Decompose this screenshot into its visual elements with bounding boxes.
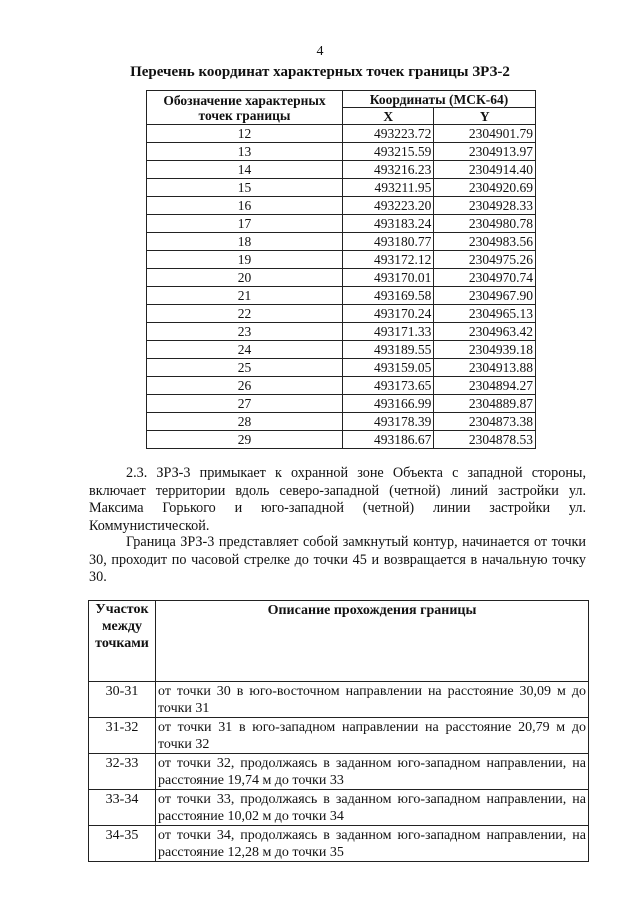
description-cell: от точки 32, продолжаясь в заданном юго-западном направлении, на расстояние 19,74 м до точки 33 xyxy=(156,754,589,790)
header-y: Y xyxy=(434,108,536,125)
segment-cell: 34-35 xyxy=(89,826,156,862)
x-cell: 493170.24 xyxy=(343,305,434,323)
description-cell: от точки 30 в юго-восточном направлении на расстояние 30,09 м до точки 31 xyxy=(156,682,589,718)
table-row xyxy=(147,251,536,269)
x-cell: 493159.05 xyxy=(343,359,434,377)
boundary-description-table xyxy=(88,600,589,862)
header-x: X xyxy=(343,108,434,125)
x-cell: 493171.33 xyxy=(343,323,434,341)
x-cell: 493189.55 xyxy=(343,341,434,359)
x-cell: 493183.24 xyxy=(343,215,434,233)
y-cell: 2304889.87 xyxy=(434,395,536,413)
header-segment: Участок между точками xyxy=(89,601,156,682)
x-cell: 493173.65 xyxy=(343,377,434,395)
paragraph-zrz3-boundary: Граница ЗРЗ-3 представляет собой замкнутый контур, начинается от точки 30, проходит по часовой стрелке до точки 45 и возвращается в начальную точку 30. xyxy=(89,534,586,585)
table-row xyxy=(147,305,536,323)
point-cell: 15 xyxy=(147,179,343,197)
header-coordinates: Координаты (МСК-64) xyxy=(343,91,536,108)
y-cell: 2304980.78 xyxy=(434,215,536,233)
point-cell: 13 xyxy=(147,143,343,161)
segment-cell: 32-33 xyxy=(89,754,156,790)
description-cell: от точки 34, продолжаясь в заданном юго-западном направлении, на расстояние 12,28 м до точки 35 xyxy=(156,826,589,862)
point-cell: 16 xyxy=(147,197,343,215)
point-cell: 12 xyxy=(147,125,343,143)
table-row xyxy=(147,377,536,395)
table-row xyxy=(147,143,536,161)
x-cell: 493223.72 xyxy=(343,125,434,143)
point-cell: 19 xyxy=(147,251,343,269)
table-row xyxy=(89,754,589,790)
table-row xyxy=(89,718,589,754)
x-cell: 493172.12 xyxy=(343,251,434,269)
segment-cell: 30-31 xyxy=(89,682,156,718)
y-cell: 2304914.40 xyxy=(434,161,536,179)
point-cell: 29 xyxy=(147,431,343,449)
x-cell: 493211.95 xyxy=(343,179,434,197)
header-point-designation: Обозначение характерных точек границы xyxy=(147,91,343,125)
x-cell: 493170.01 xyxy=(343,269,434,287)
y-cell: 2304928.33 xyxy=(434,197,536,215)
point-cell: 17 xyxy=(147,215,343,233)
table-row xyxy=(147,395,536,413)
x-cell: 493169.58 xyxy=(343,287,434,305)
header-description: Описание прохождения границы xyxy=(156,601,589,682)
segment-cell: 31-32 xyxy=(89,718,156,754)
y-cell: 2304913.88 xyxy=(434,359,536,377)
coordinates-table-body xyxy=(147,125,536,449)
point-cell: 20 xyxy=(147,269,343,287)
segment-cell: 33-34 xyxy=(89,790,156,826)
table-row xyxy=(89,682,589,718)
y-cell: 2304967.90 xyxy=(434,287,536,305)
point-cell: 21 xyxy=(147,287,343,305)
x-cell: 493223.20 xyxy=(343,197,434,215)
boundary-description-body xyxy=(89,682,589,862)
y-cell: 2304975.26 xyxy=(434,251,536,269)
table-row xyxy=(147,197,536,215)
coordinates-table xyxy=(146,90,536,449)
point-cell: 22 xyxy=(147,305,343,323)
y-cell: 2304873.38 xyxy=(434,413,536,431)
x-cell: 493215.59 xyxy=(343,143,434,161)
table-row xyxy=(147,125,536,143)
page-number: 4 xyxy=(316,44,324,59)
x-cell: 493216.23 xyxy=(343,161,434,179)
paragraph-zrz3-location: 2.3. ЗРЗ-3 примыкает к охранной зоне Объекта с западной стороны, включает территории вдоль северо-западной (четной) линий застройки ул. Максима Горького и юго-западной (четной) линии застройки ул. Коммунистической. xyxy=(89,465,586,534)
y-cell: 2304878.53 xyxy=(434,431,536,449)
table-row xyxy=(147,161,536,179)
x-cell: 493186.67 xyxy=(343,431,434,449)
table-row xyxy=(147,269,536,287)
point-cell: 18 xyxy=(147,233,343,251)
point-cell: 14 xyxy=(147,161,343,179)
table-row xyxy=(147,413,536,431)
x-cell: 493178.39 xyxy=(343,413,434,431)
description-cell: от точки 33, продолжаясь в заданном юго-западном направлении, на расстояние 10,02 м до точки 34 xyxy=(156,790,589,826)
table-row xyxy=(89,790,589,826)
y-cell: 2304920.69 xyxy=(434,179,536,197)
table-row xyxy=(147,287,536,305)
y-cell: 2304939.18 xyxy=(434,341,536,359)
y-cell: 2304894.27 xyxy=(434,377,536,395)
table-row xyxy=(147,341,536,359)
point-cell: 28 xyxy=(147,413,343,431)
y-cell: 2304963.42 xyxy=(434,323,536,341)
description-cell: от точки 31 в юго-западном направлении на расстояние 20,79 м до точки 32 xyxy=(156,718,589,754)
table-row xyxy=(147,179,536,197)
point-cell: 23 xyxy=(147,323,343,341)
y-cell: 2304983.56 xyxy=(434,233,536,251)
y-cell: 2304970.74 xyxy=(434,269,536,287)
point-cell: 27 xyxy=(147,395,343,413)
y-cell: 2304965.13 xyxy=(434,305,536,323)
point-cell: 25 xyxy=(147,359,343,377)
y-cell: 2304901.79 xyxy=(434,125,536,143)
coordinates-table-title: Перечень координат характерных точек границы ЗРЗ-2 xyxy=(130,64,510,80)
table-row xyxy=(147,233,536,251)
table-row xyxy=(147,359,536,377)
x-cell: 493166.99 xyxy=(343,395,434,413)
table-row xyxy=(147,323,536,341)
table-row xyxy=(89,826,589,862)
table-row xyxy=(147,431,536,449)
point-cell: 24 xyxy=(147,341,343,359)
y-cell: 2304913.97 xyxy=(434,143,536,161)
x-cell: 493180.77 xyxy=(343,233,434,251)
table-row xyxy=(147,215,536,233)
point-cell: 26 xyxy=(147,377,343,395)
